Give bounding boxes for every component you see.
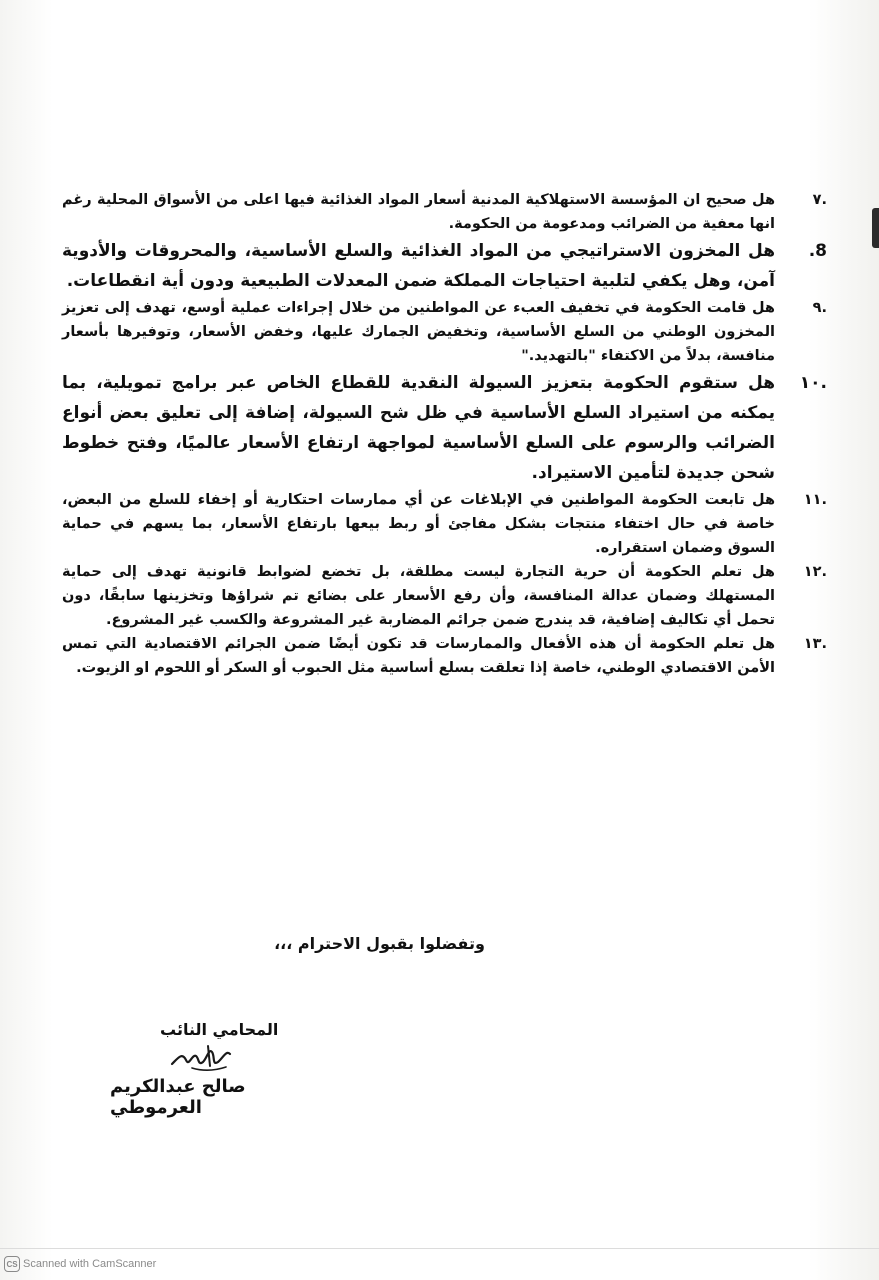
signatory-title: المحامي النائب <box>160 1020 279 1039</box>
question-number: ٩. <box>812 300 827 316</box>
question-12 <box>62 560 827 632</box>
binding-edge-mark <box>872 208 879 248</box>
question-13 <box>62 632 827 680</box>
scan-divider <box>0 1248 879 1249</box>
question-text: هل تعلم الحكومة أن حرية التجارة ليست مطلقة، بل تخضع لضوابط قانونية تهدف إلى حماية المستهلك وضمان عدالة المنافسة، وأن رفع الأسعار على بضائع تم شراؤها وتخزينها سابقًا، دون تحمل أي تكاليف إضافية، قد يندرج ضمن جرائم المضاربة غير المشروعة والكسب غير المشروع. <box>62 564 775 628</box>
question-10 <box>62 368 827 488</box>
question-number: ١٢. <box>803 564 827 580</box>
signatory-name: صالح عبدالكريم العرموطي <box>110 1076 246 1118</box>
question-number: 8. <box>808 241 827 261</box>
question-text: هل ستقوم الحكومة بتعزيز السيولة النقدية للقطاع الخاص عبر برامج تمويلية، بما يمكنه من استيراد السلع الأساسية في ظل شح السيولة، إضافة إلى تعليق بعض أنواع الضرائب والرسوم على السلع الأساسية لمواجهة ارتفاع الأسعار عالميًا، وفتح خطوط شحن جديدة لتأمين الاستيراد. <box>62 373 775 483</box>
question-number: ١٠. <box>799 373 827 393</box>
question-8 <box>62 236 827 296</box>
question-number: ١١. <box>803 492 827 508</box>
question-number: ١٣. <box>803 636 827 652</box>
question-11 <box>62 488 827 560</box>
question-9 <box>62 296 827 368</box>
watermark-text: Scanned with CamScanner <box>23 1258 157 1270</box>
closing-salutation: وتفضلوا بقبول الاحترام ،،، <box>274 934 485 953</box>
question-text: هل قامت الحكومة في تخفيف العبء عن المواطنين من خلال إجراءات عملية أوسع، تهدف إلى تعزيز المخزون الوطني من السلع الأساسية، وتخفيض الجمارك عليها، وخفض الأسعار، وتوفيرها بأسعار منافسة، بدلاً من الاكتفاء "بالتهديد." <box>62 300 775 364</box>
questions-list <box>62 188 827 680</box>
question-number: ٧. <box>812 192 827 208</box>
question-text: هل صحيح ان المؤسسة الاستهلاكية المدنية أسعار المواد الغذائية فيها اعلى من الأسواق المحلية رغم انها معفية من الضرائب ومدعومة من الحكومة. <box>62 192 775 232</box>
question-text: هل تعلم الحكومة أن هذه الأفعال والممارسات قد تكون أيضًا ضمن الجرائم الاقتصادية التي تمس الأمن الاقتصادي الوطني، خاصة إذا تعلقت بسلع أساسية مثل الحبوب أو السكر أو اللحوم او الزيوت. <box>62 636 775 676</box>
scanner-watermark <box>4 1256 156 1272</box>
question-7 <box>62 188 827 236</box>
question-text: هل المخزون الاستراتيجي من المواد الغذائية والسلع الأساسية، والمحروقات والأدوية آمن، وهل يكفي لتلبية احتياجات المملكة ضمن المعدلات الطبيعية ودون أية انقطاعات. <box>62 241 775 291</box>
question-text: هل تابعت الحكومة المواطنين في الإبلاغات عن أي ممارسات احتكارية أو إخفاء للسلع من البعض، خاصة في حال اختفاء منتجات بشكل مفاجئ أو ربط بيعها بارتفاع الأسعار، بما يسهم في حماية السوق وضمان استقراره. <box>62 492 775 556</box>
camscanner-logo-icon: CS <box>4 1256 20 1272</box>
handwritten-signature-icon <box>168 1040 238 1076</box>
